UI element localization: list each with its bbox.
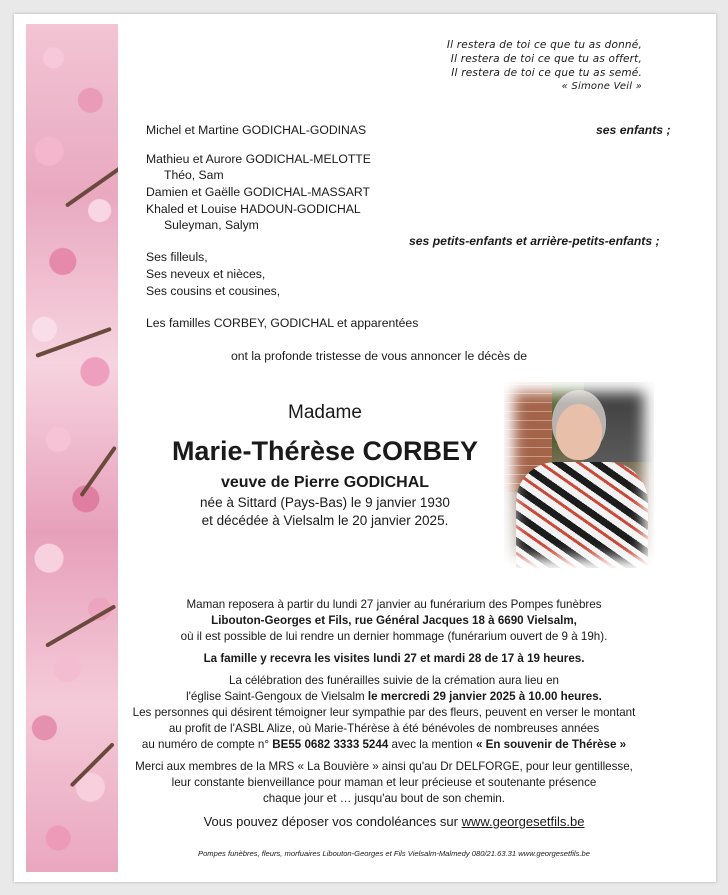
- grandchild-line: Damien et Gaëlle GODICHAL-MASSART: [146, 185, 370, 199]
- details-block: [74, 597, 714, 705]
- funeral-home-address: Libouton-Georges et Fils, rue Général Jacques 18 à 6690 Vielsalm,: [211, 614, 577, 627]
- flowers-line-3: [54, 737, 714, 753]
- bank-account: BE55 0682 3333 5244: [272, 738, 389, 751]
- grandchild-line: Théo, Sam: [164, 168, 224, 182]
- others-line: Ses cousins et cousines,: [146, 284, 281, 298]
- others-line: Ses filleuls,: [146, 250, 208, 264]
- ceremony-place: l'église Saint-Gengoux de Vielsalm: [186, 690, 368, 703]
- ceremony-line: La célébration des funérailles suivie de la crémation aura lieu en: [229, 674, 559, 687]
- quote-line: Il restera de toi ce que tu as semé.: [451, 67, 642, 79]
- quote-line: Il restera de toi ce que tu as offert,: [450, 53, 642, 65]
- birth-line: née à Sittard (Pays-Bas) le 9 janvier 1930: [200, 495, 450, 510]
- grandchild-line: Mathieu et Aurore GODICHAL-MELOTTE: [146, 152, 371, 166]
- obituary-page: [14, 14, 716, 882]
- thanks-line: Merci aux membres de la MRS « La Bouvière » ainsi qu'au Dr DELFORGE, pour leur gentillesse,: [135, 760, 633, 773]
- thanks-line: leur constante bienveillance pour maman et leur précieuse et soutenante présence: [171, 776, 597, 789]
- mention-prefix: avec la mention: [388, 738, 476, 751]
- children-line: Michel et Martine GODICHAL-GODINAS: [146, 123, 367, 137]
- deceased-name: Marie-Thérèse CORBEY: [171, 436, 479, 466]
- condolences-line: [84, 814, 704, 829]
- families-line: Les familles CORBEY, GODICHAL et apparentées: [146, 316, 419, 330]
- ceremony-line-2: [74, 689, 714, 705]
- flowers-line: Les personnes qui désirent témoigner leur sympathie par des fleurs, peuvent en verser le montant: [132, 706, 636, 719]
- portrait-photo: [504, 382, 654, 568]
- rest-line: Maman reposera à partir du lundi 27 janvier au funérarium des Pompes funèbres: [186, 598, 602, 611]
- grandchildren-label: ses petits-enfants et arrière-petits-enfants ;: [409, 234, 660, 248]
- visits-line: La famille y recevra les visites lundi 27 et mardi 28 de 17 à 19 heures.: [203, 652, 585, 665]
- death-line: et décédée à Vielsalm le 20 janvier 2025.: [201, 513, 449, 528]
- ceremony-date: le mercredi 29 janvier 2025 à 10.00 heures.: [367, 690, 602, 703]
- quote-block: [414, 38, 642, 94]
- flowers-block: [54, 705, 714, 807]
- quote-author: « Simone Veil »: [561, 81, 642, 92]
- announcement-line: ont la profonde tristesse de vous annoncer le décès de: [231, 349, 528, 363]
- rest-line: où il est possible de lui rendre un dernier hommage (funérarium ouvert de 9 à 19h).: [180, 630, 608, 643]
- footer-text: Pompes funèbres, fleurs, morfuaires Libouton-Georges et Fils Vielsalm-Malmedy 080/21.63.31 www.georgesetfils.be: [198, 849, 590, 858]
- condolences-text: Vous pouvez déposer vos condoléances sur: [203, 814, 462, 829]
- thanks-line: chaque jour et … jusqu'au bout de son chemin.: [263, 792, 505, 805]
- flowers-line: au profit de l'ASBL Alize, où Marie-Thérèse à été bénévoles de nombreuses années: [168, 722, 600, 735]
- deceased-title: Madame: [288, 402, 362, 423]
- condolences-link[interactable]: www.georgesetfils.be: [461, 814, 585, 829]
- mention-text: « En souvenir de Thérèse »: [475, 738, 627, 751]
- quote-line: Il restera de toi ce que tu as donné,: [446, 39, 642, 51]
- grandchild-line: Suleyman, Salym: [164, 218, 259, 232]
- account-prefix: au numéro de compte n°: [141, 738, 273, 751]
- children-label: ses enfants ;: [596, 123, 671, 137]
- widow-of: veuve de Pierre GODICHAL: [220, 474, 430, 491]
- grandchild-line: Khaled et Louise HADOUN-GODICHAL: [146, 202, 361, 216]
- others-line: Ses neveux et nièces,: [146, 267, 266, 281]
